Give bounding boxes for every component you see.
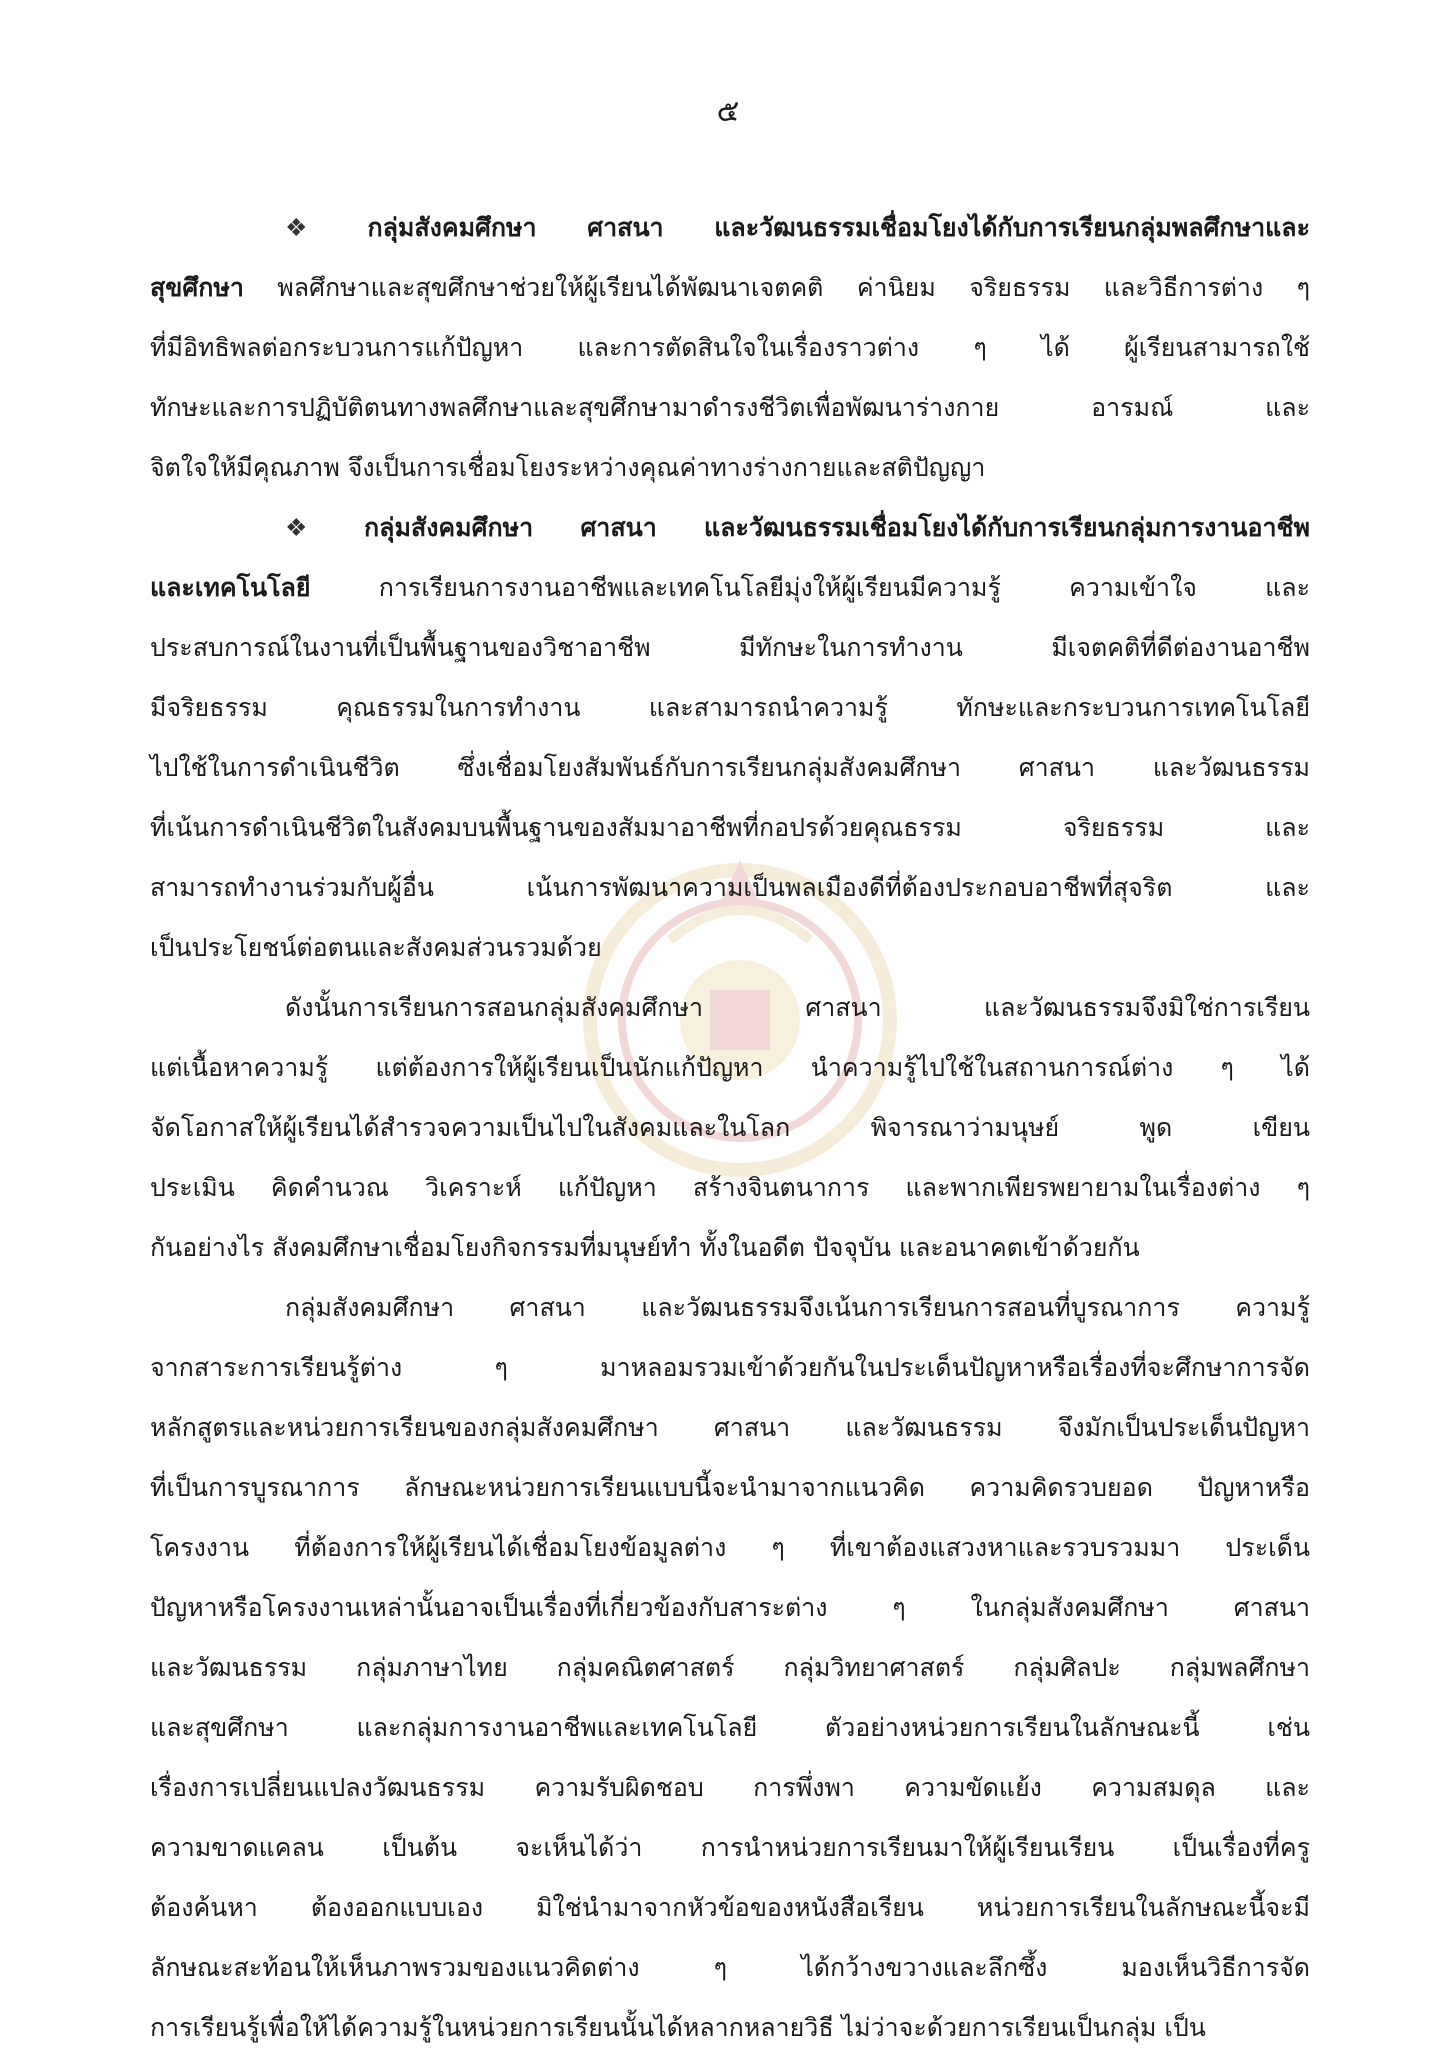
text-line: [150, 1518, 1310, 1578]
text-line: [150, 1698, 1310, 1758]
line-text: สามารถทำงานร่วมกับผู้อื่น เน้นการพัฒนาความเป็นพลเมืองดีที่ต้องประกอบอาชีพที่สุจริต และ: [150, 873, 1310, 902]
text-line: [150, 498, 1310, 558]
text-line: [150, 858, 1310, 918]
text-line: [150, 378, 1310, 438]
text-line: [150, 1878, 1310, 1938]
line-text: ลักษณะสะท้อนให้เห็นภาพรวมของแนวคิดต่าง ๆ ได้กว้างขวางและลึกซึ้ง มองเห็นวิธีการจัด: [150, 1953, 1310, 1982]
line-text: กันอย่างไร สังคมศึกษาเชื่อมโยงกิจกรรมที่มนุษย์ทำ ทั้งในอดีต ปัจจุบัน และอนาคตเข้าด้วยกัน: [150, 1233, 1140, 1262]
line-text: ดังนั้นการเรียนการสอนกลุ่มสังคมศึกษา ศาสนา และวัฒนธรรมจึงมิใช่การเรียน: [285, 993, 1310, 1022]
line-text: โครงงาน ที่ต้องการให้ผู้เรียนได้เชื่อมโยงข้อมูลต่าง ๆ ที่เขาต้องแสวงหาและรวบรวมมา ประเด็น: [150, 1533, 1310, 1562]
line-text: ที่เน้นการดำเนินชีวิตในสังคมบนพื้นฐานของสัมมาอาชีพที่กอปรด้วยคุณธรรม จริยธรรม และ: [150, 813, 1310, 842]
text-line: [150, 1038, 1310, 1098]
line-text: และสุขศึกษา และกลุ่มการงานอาชีพและเทคโนโลยี ตัวอย่างหน่วยการเรียนในลักษณะนี้ เช่น: [150, 1713, 1310, 1742]
text-line: [150, 558, 1310, 618]
text-line: [150, 1218, 1310, 1278]
text-line: [150, 918, 1310, 978]
text-line: [150, 978, 1310, 1038]
line-text: ที่เป็นการบูรณาการ ลักษณะหน่วยการเรียนแบบนี้จะนำมาจากแนวคิด ความคิดรวบยอด ปัญหาหรือ: [150, 1473, 1310, 1502]
line-text: ความขาดแคลน เป็นต้น จะเห็นได้ว่า การนำหน่วยการเรียนมาให้ผู้เรียนเรียน เป็นเรื่องที่ครู: [150, 1833, 1310, 1862]
text-line: [150, 1998, 1310, 2058]
line-text: จิตใจให้มีคุณภาพ จึงเป็นการเชื่อมโยงระหว่างคุณค่าทางร่างกายและสติปัญญา: [150, 453, 986, 482]
bold-heading: กลุ่มสังคมศึกษา ศาสนา และวัฒนธรรมเชื่อมโยงได้กับการเรียนกลุ่มพลศึกษาและ: [367, 213, 1310, 242]
line-text: หลักสูตรและหน่วยการเรียนของกลุ่มสังคมศึกษา ศาสนา และวัฒนธรรม จึงมักเป็นประเด็นปัญหา: [150, 1413, 1310, 1442]
line-text: ทักษะและการปฏิบัติตนทางพลศึกษาและสุขศึกษามาดำรงชีวิตเพื่อพัฒนาร่างกาย อารมณ์ และ: [150, 393, 1310, 422]
page-number: ๕: [716, 94, 740, 129]
text-line: [150, 1818, 1310, 1878]
bullet-icon: ❖: [285, 513, 347, 542]
line-text: การเรียนการงานอาชีพและเทคโนโลยีมุ่งให้ผู้เรียนมีความรู้ ความเข้าใจ และ: [310, 573, 1310, 602]
line-text: กลุ่มสังคมศึกษา ศาสนา และวัฒนธรรมจึงเน้นการเรียนการสอนที่บูรณาการ ความรู้: [285, 1293, 1310, 1322]
text-line: [150, 1158, 1310, 1218]
text-line: [150, 1938, 1310, 1998]
text-line: [150, 1758, 1310, 1818]
line-text: ต้องค้นหา ต้องออกแบบเอง มิใช่นำมาจากหัวข้อของหนังสือเรียน หน่วยการเรียนในลักษณะนี้จะมี: [150, 1893, 1310, 1922]
line-text: เป็นประโยชน์ต่อตนและสังคมส่วนรวมด้วย: [150, 933, 602, 962]
text-line: [150, 1578, 1310, 1638]
document-body: [150, 198, 1310, 2058]
line-text: ประสบการณ์ในงานที่เป็นพื้นฐานของวิชาอาชีพ มีทักษะในการทำงาน มีเจตคติที่ดีต่องานอาชีพ: [150, 633, 1310, 662]
text-line: [150, 1278, 1310, 1338]
line-text: เรื่องการเปลี่ยนแปลงวัฒนธรรม ความรับผิดชอบ การพึ่งพา ความขัดแย้ง ความสมดุล และ: [150, 1773, 1310, 1802]
bold-heading: และเทคโนโลยี: [150, 573, 311, 602]
text-line: [150, 1098, 1310, 1158]
line-text: และวัฒนธรรม กลุ่มภาษาไทย กลุ่มคณิตศาสตร์ กลุ่มวิทยาศาสตร์ กลุ่มศิลปะ กลุ่มพลศึกษา: [150, 1653, 1310, 1682]
text-line: [150, 198, 1310, 258]
line-text: พลศึกษาและสุขศึกษาช่วยให้ผู้เรียนได้พัฒนาเจตคติ ค่านิยม จริยธรรม และวิธีการต่าง ๆ: [243, 273, 1310, 302]
line-text: การเรียนรู้เพื่อให้ได้ความรู้ในหน่วยการเรียนนั้นได้หลากหลายวิธี ไม่ว่าจะด้วยการเรียนเป็นกลุ่ม เป็น: [150, 2013, 1206, 2042]
text-line: [150, 1638, 1310, 1698]
line-text: มีจริยธรรม คุณธรรมในการทำงาน และสามารถนำความรู้ ทักษะและกระบวนการเทคโนโลยี: [150, 693, 1310, 722]
line-text: ประเมิน คิดคำนวณ วิเคราะห์ แก้ปัญหา สร้างจินตนาการ และพากเพียรพยายามในเรื่องต่าง ๆ: [150, 1173, 1310, 1202]
text-line: [150, 678, 1310, 738]
line-text: ที่มีอิทธิพลต่อกระบวนการแก้ปัญหา และการตัดสินใจในเรื่องราวต่าง ๆ ได้ ผู้เรียนสามารถใช้: [150, 333, 1310, 362]
text-line: [150, 618, 1310, 678]
line-text: จัดโอกาสให้ผู้เรียนได้สำรวจความเป็นไปในสังคมและในโลก พิจารณาว่ามนุษย์ พูด เขียน: [150, 1113, 1310, 1142]
line-text: แต่เนื้อหาความรู้ แต่ต้องการให้ผู้เรียนเป็นนักแก้ปัญหา นำความรู้ไปใช้ในสถานการณ์ต่าง ๆ ได้: [150, 1053, 1310, 1082]
text-line: [150, 318, 1310, 378]
text-line: [150, 1398, 1310, 1458]
text-line: [150, 738, 1310, 798]
text-line: [150, 438, 1310, 498]
text-line: [150, 798, 1310, 858]
text-line: [150, 1458, 1310, 1518]
bullet-icon: ❖: [285, 213, 350, 242]
bold-heading: สุขศึกษา: [150, 273, 244, 302]
bold-heading: กลุ่มสังคมศึกษา ศาสนา และวัฒนธรรมเชื่อมโยงได้กับการเรียนกลุ่มการงานอาชีพ: [364, 513, 1310, 542]
text-line: [150, 258, 1310, 318]
line-text: ไปใช้ในการดำเนินชีวิต ซึ่งเชื่อมโยงสัมพันธ์กับการเรียนกลุ่มสังคมศึกษา ศาสนา และวัฒนธรรม: [150, 753, 1310, 782]
text-line: [150, 1338, 1310, 1398]
line-text: จากสาระการเรียนรู้ต่าง ๆ มาหลอมรวมเข้าด้วยกันในประเด็นปัญหาหรือเรื่องที่จะศึกษาการจัด: [150, 1353, 1310, 1382]
line-text: ปัญหาหรือโครงงานเหล่านั้นอาจเป็นเรื่องที่เกี่ยวข้องกับสาระต่าง ๆ ในกลุ่มสังคมศึกษา ศาสนา: [150, 1593, 1310, 1622]
